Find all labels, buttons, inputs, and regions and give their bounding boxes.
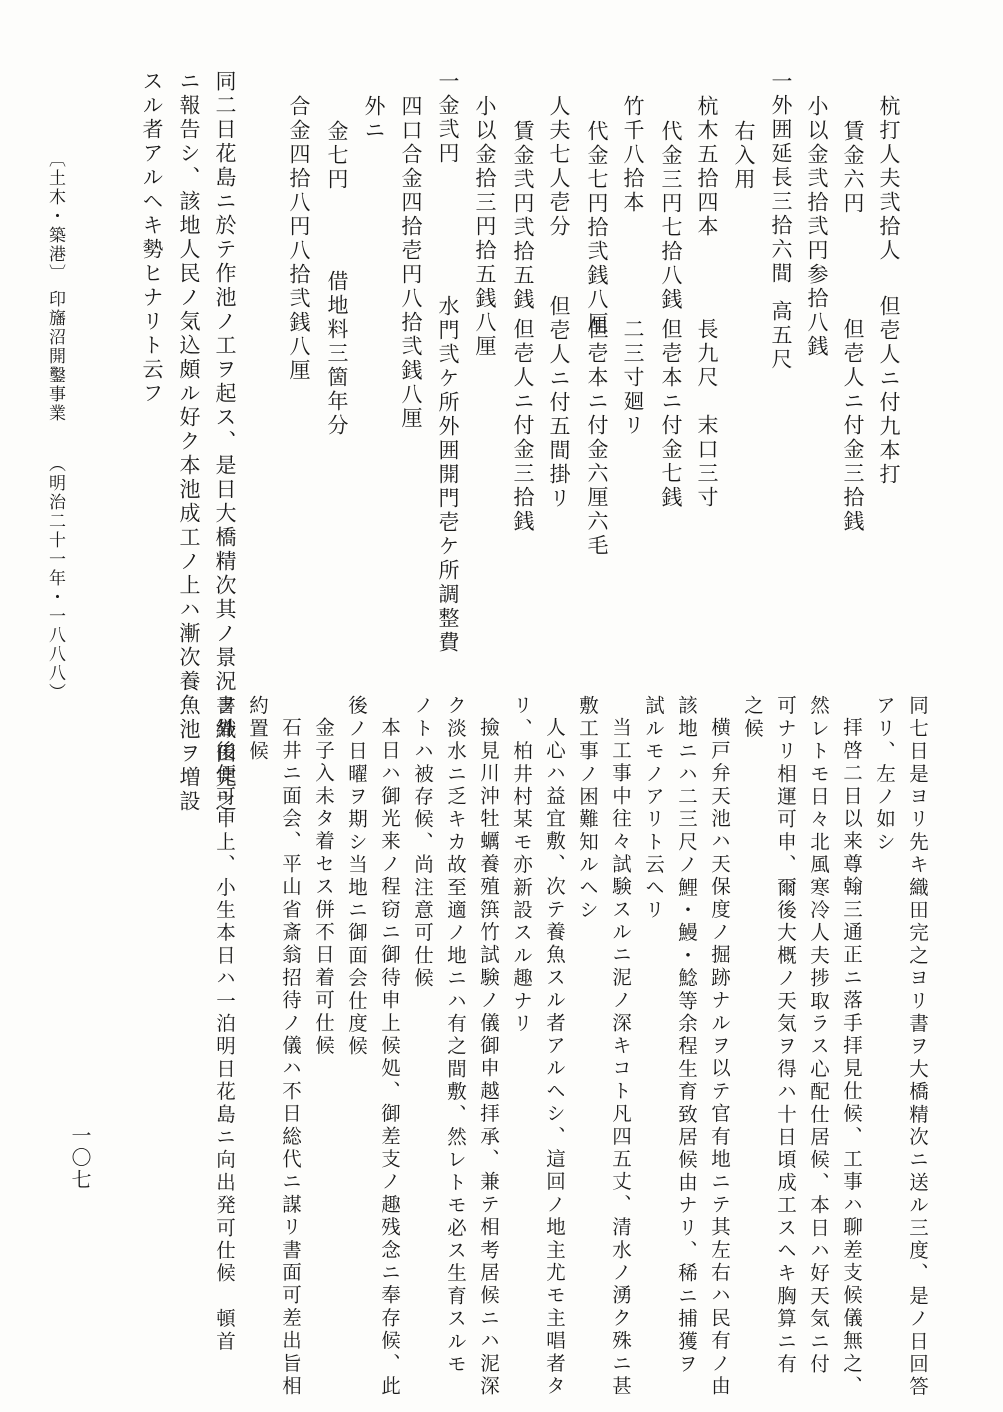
text-line: リ、柏井村某モ亦新設スル趣ナリ: [510, 695, 533, 1036]
text-line: 試ルモノアリト云ヘリ: [642, 695, 665, 922]
text-line: 横戸弁天池ハ天保度ノ掘跡ナルヲ以テ官有地ニテ其左右ハ民有ノ由: [708, 717, 731, 1398]
upper-line-note: 但壱本ニ付金七銭: [659, 318, 683, 510]
upper-line: 一外囲延長三拾六間: [769, 70, 793, 286]
text-line: ノトハ被存候、尚注意可仕候: [411, 695, 434, 991]
text-line: 金子入未タ着セス併不日着可仕候: [312, 717, 335, 1058]
upper-line: 人夫七人壱分: [547, 95, 571, 239]
text-line: 約置候: [246, 695, 269, 764]
text-line: 書外後便可申上、小生本日ハ一泊明日花島ニ向出発可仕候 頓首: [213, 695, 236, 1354]
upper-line: 四口合金四拾壱円八拾弐銭八厘: [399, 95, 423, 431]
text-line: 之候: [741, 695, 764, 741]
lower-section: [97, 695, 929, 1399]
text-line: 後ノ日曜ヲ期シ当地ニ御面会仕度候: [345, 695, 368, 1059]
upper-line: 合金四拾八円八拾弐銭八厘: [287, 95, 311, 383]
text-line: 撿見川沖牡蠣養殖篊竹試験ノ儀御申越拝承、兼テ相考居候ニハ泥深: [477, 717, 500, 1398]
page-number: 一〇七: [68, 1125, 92, 1191]
upper-line: 賃金弐円弐拾五銭: [511, 120, 535, 312]
text-line: 同七日是ヨリ先キ織田完之ヨリ書ヲ大橋精次ニ送ル三度、是ノ日回答: [906, 695, 929, 1399]
upper-line-note: 但壱本ニ付金六厘六毛: [585, 318, 609, 558]
running-head-title: 印旛沼開鑿事業: [45, 290, 65, 423]
running-head-category: 〔土木・築港〕: [45, 150, 65, 283]
upper-line: 賃金六円: [841, 120, 865, 216]
upper-line: スル者アルヘキ勢ヒナリト云フ: [140, 70, 164, 406]
upper-line: ニ報告シ、該地人民ノ気込頗ル好ク本池成工ノ上ハ漸次養魚池ヲ増設: [177, 70, 201, 814]
text-line: 本日ハ御光来ノ程窃ニ御待申上候処、御差支ノ趣残念ニ奉存候、此: [378, 717, 401, 1398]
upper-line-note: 長九尺 末口三寸: [695, 318, 719, 510]
text-line: 然レトモ日々北風寒冷人夫捗取ラス心配仕居候、本日ハ好天気ニ付: [807, 695, 830, 1376]
upper-line: 小以金弐拾弐円参拾八銭: [805, 95, 829, 359]
upper-line-note: 二三寸廻リ: [621, 318, 645, 438]
text-line: 拝啓二日以来尊翰三通正ニ落手拝見仕候、工事ハ聊差支候儀無之、: [840, 717, 863, 1398]
text-line: 人心ハ益宜敷、次テ養魚スル者アルヘシ、這回ノ地主尤モ主唱者タ: [543, 717, 566, 1398]
upper-line: 右入用: [732, 120, 756, 192]
text-line: 敷工事ノ困難知ルヘシ: [576, 695, 599, 922]
upper-line-note: 但壱人ニ付金三拾銭: [841, 318, 865, 534]
upper-line: 代金三円七拾八銭: [659, 120, 683, 312]
upper-line-note: 但壱人ニ付金三拾銭: [511, 318, 535, 534]
upper-line-note: 水門弐ケ所外囲開門壱ケ所調整費: [436, 295, 460, 655]
upper-line: 外ニ: [362, 95, 386, 143]
text-line: 該地ニハ二三尺ノ鯉・鰻・鯰等余程生育致居候由ナリ、稀ニ捕獲ヲ: [675, 695, 698, 1376]
upper-line-note: 但壱人ニ付九本打: [877, 295, 901, 487]
upper-line: 杭木五拾四本: [695, 95, 719, 239]
upper-line-note: 借地料三箇年分: [325, 270, 349, 438]
upper-line: 竹千八拾本: [621, 95, 645, 215]
upper-line: 小以金拾三円拾五銭八厘: [473, 95, 497, 359]
text-line: 可ナリ相運可申、爾後大概ノ天気ヲ得ハ十日頃成工スヘキ胸算ニ有: [774, 695, 797, 1376]
upper-line: 一金弐円: [436, 70, 460, 166]
upper-line-note: 高五尺: [769, 300, 793, 372]
upper-line: 代金七円拾弐銭八厘: [585, 120, 609, 336]
upper-line: 杭打人夫弐拾人: [877, 95, 901, 263]
upper-line-note: 但壱人ニ付五間掛リ: [547, 295, 571, 511]
upper-line: 金七円: [325, 120, 349, 192]
upper-line: 同二日花島ニ於テ作池ノ工ヲ起ス、是日大橋精次其ノ景況ヲ織田完之: [213, 70, 237, 814]
text-line: 石井ニ面会、平山省斎翁招待ノ儀ハ不日総代ニ謀リ書面可差出旨相: [279, 717, 302, 1398]
running-head-era: （明治二十一年・一八八八）: [45, 455, 65, 702]
text-line: アリ、左ノ如シ: [873, 695, 896, 854]
text-line: ク淡水ニ乏キカ故至適ノ地ニハ有之間敷、然レトモ必ス生育スルモ: [444, 695, 467, 1376]
text-line: 当工事中往々試験スルニ泥ノ深キコト凡四五丈、清水ノ湧ク殊ニ甚: [609, 717, 632, 1398]
